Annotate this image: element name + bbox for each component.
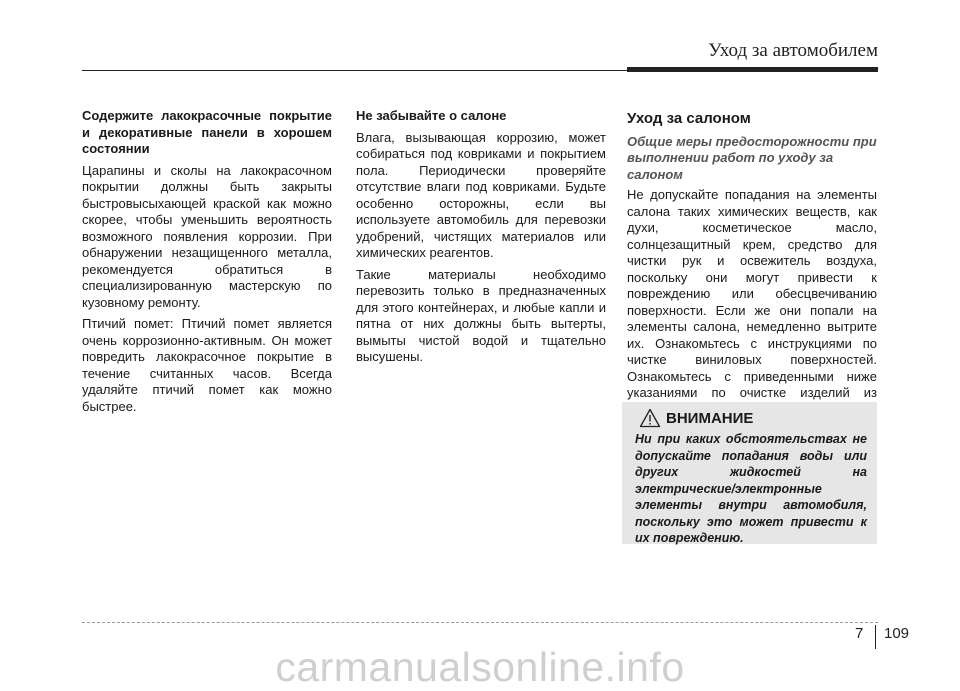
column-middle — [356, 108, 606, 371]
page-number: 109 — [884, 625, 910, 642]
footer-rule — [82, 622, 878, 623]
page-header-title: Уход за автомобилем — [708, 40, 878, 61]
watermark: carmanualsonline.info — [275, 644, 685, 690]
paragraph-moisture: Влага, вызывающая коррозию, может собираться под ковриками и покрытием пола. Периодически проверяйте отсутствие влаги под ковриками. Будьте особенно осторожны, если вы используете автомобиль для перевозки удобрений, чистящих материалов или химических реагентов. — [356, 129, 606, 260]
chapter-number: 7 — [855, 625, 864, 642]
paragraph-materials: Такие материалы необходимо перевозить только в предназначенных для этого контейнерах, и любые капли и пятна от них должны быть вытерты, вымыты чистой водой и тщательно высушены. — [356, 266, 606, 364]
warning-header — [639, 408, 753, 428]
subheading-precautions: Общие меры предосторожности при выполнении работ по уходу за салоном — [627, 133, 877, 182]
paragraph-scratches: Царапины и сколы на лакокрасочном покрытии должны быть закрыты быстровысыхающей краской как можно скорее, чтобы уменьшить вероятность возможного появления коррозии. При обнаружении незащищенного металла, рекомендуется обратиться в специализированную мастерскую по кузовному ремонту. — [82, 162, 332, 310]
warning-title: ВНИМАНИЕ — [666, 409, 754, 427]
warning-text: Ни при каких обстоятельствах не допускайте попадания воды или других жидкостей на электрические/электронные элементы внутри автомобиля, поскольку это может привести к их повреждению. — [635, 432, 867, 545]
paragraph-bird-droppings: Птичий помет: Птичий помет является очень коррозионно-активным. Он может повредить лакокрасочное покрытие в течение считанных часов. Всегда удаляйте птичий помет как можно быстрее. — [82, 316, 332, 414]
header-rule-accent — [627, 67, 878, 72]
section-heading-paint: Содержите лакокрасочные покрытие и декоративные панели в хорошем состоянии — [82, 108, 332, 156]
column-left — [82, 108, 332, 420]
warning-triangle-icon — [639, 408, 661, 428]
section-heading-interior: Не забывайте о салоне — [356, 108, 507, 123]
header-rule — [82, 70, 627, 71]
column-right — [627, 108, 877, 423]
section-title-interior-care: Уход за салоном — [627, 110, 751, 127]
paragraph-chemicals: Не допускайте попадания на элементы салона таких химических веществ, как духи, косметическое масло, солнцезащитный крем, средство для чистки рук и освежитель воздуха, поскольку они могут привести к повреждению или обесцвечиванию поверхности. Если же они попали на элементы салона, немедленно вытрите их. Ознакомьтесь с инструкциями по чистке виниловых поверхностей. Ознакомьтесь с приведенными ниже указаниями по очистке изделий из — [627, 187, 877, 400]
warning-box — [622, 402, 877, 544]
